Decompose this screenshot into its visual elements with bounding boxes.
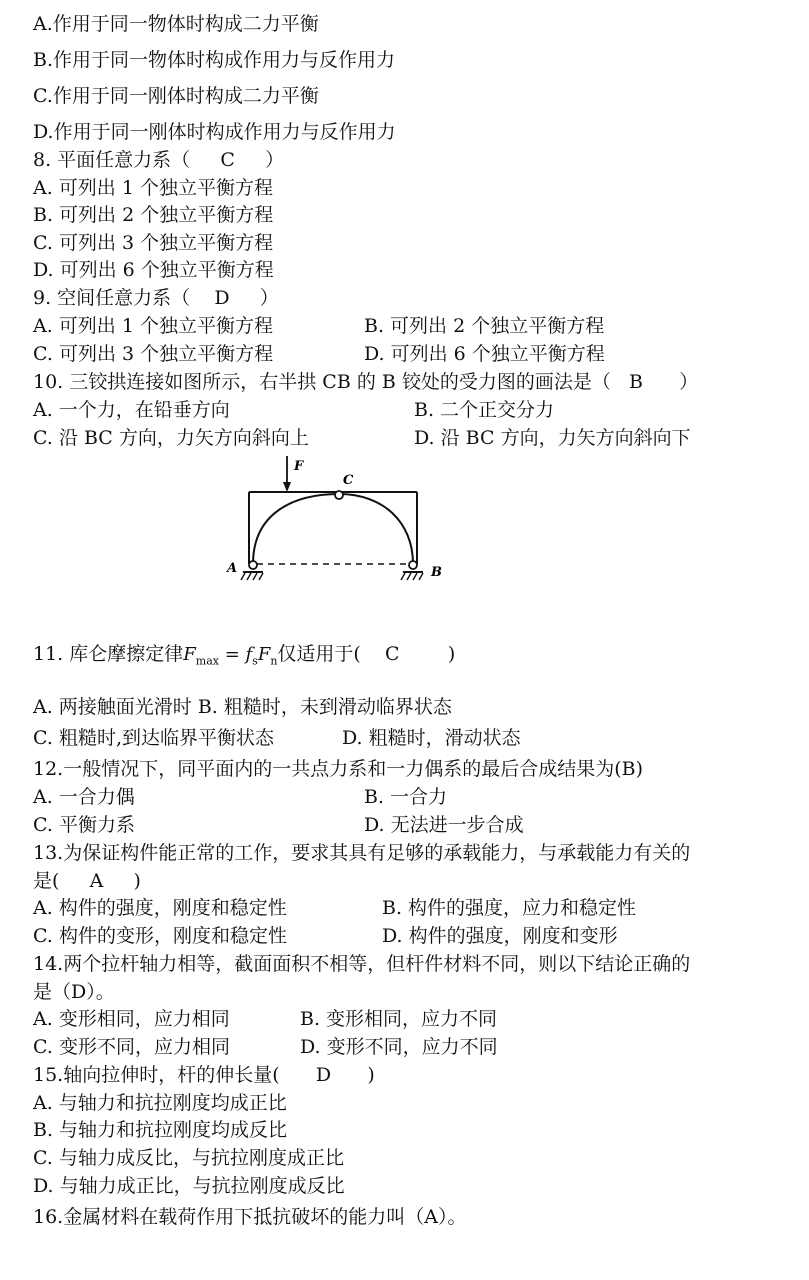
q7-option-b: B.作用于同一物体时构成作用力与反作用力	[33, 49, 396, 71]
q13-stem-line2: 是( A )	[33, 870, 141, 892]
q11-stem	[33, 640, 455, 676]
q10-option-b: B. 二个正交分力	[414, 399, 555, 421]
q15-stem: 15.轴向拉伸时，杆的伸长量( D )	[33, 1064, 375, 1086]
q11-option-a: A. 两接触面光滑时 B. 粗糙时，未到滑动临界状态	[33, 696, 452, 718]
q15-option-c: C. 与轴力成反比，与抗拉刚度成正比	[33, 1147, 344, 1169]
q14-stem-line2: 是（D）。	[33, 981, 115, 1003]
three-hinged-arch-figure	[215, 452, 455, 597]
q15-option-a: A. 与轴力和抗拉刚度均成正比	[33, 1092, 287, 1114]
q7-option-a: A.作用于同一物体时构成二力平衡	[33, 13, 319, 35]
q11-option-c: C. 粗糙时,到达临界平衡状态	[33, 727, 274, 749]
q14-stem-line1: 14.两个拉杆轴力相等，截面面积不相等，但杆件材料不同，则以下结论正确的	[33, 953, 691, 975]
q12-option-d: D. 无法进一步合成	[364, 814, 524, 836]
q7-option-d: D.作用于同一刚体时构成作用力与反作用力	[33, 121, 396, 143]
q14-option-b: B. 变形相同，应力不同	[300, 1008, 498, 1030]
q9-option-c: C. 可列出 3 个独立平衡方程	[33, 343, 274, 365]
q10-option-a: A. 一个力，在铅垂方向	[33, 399, 230, 421]
label-a: A	[227, 561, 238, 576]
formula-lhs: F	[183, 644, 196, 665]
q13-option-b: B. 构件的强度，应力和稳定性	[382, 897, 637, 919]
hinge-a	[249, 561, 257, 569]
q7-option-c: C.作用于同一刚体时构成二力平衡	[33, 85, 319, 107]
q8-option-d: D. 可列出 6 个独立平衡方程	[33, 259, 274, 281]
q10-option-c: C. 沿 BC 方向，力矢方向斜向上	[33, 427, 309, 449]
q15-option-b: B. 与轴力和抗拉刚度均成反比	[33, 1119, 288, 1141]
q13-option-c: C. 构件的变形，刚度和稳定性	[33, 925, 287, 947]
q14-option-c: C. 变形不同，应力相同	[33, 1036, 230, 1058]
formula-fn-sub: n	[270, 654, 278, 668]
q12-option-a: A. 一合力偶	[33, 786, 135, 808]
q13-option-a: A. 构件的强度，刚度和稳定性	[33, 897, 287, 919]
hinge-c	[335, 491, 343, 499]
label-b: B	[431, 565, 442, 580]
formula-fs: f	[245, 644, 253, 665]
arch-curve	[253, 494, 413, 564]
q15-option-d: D. 与轴力成正比，与抗拉刚度成反比	[33, 1175, 345, 1197]
q13-option-d: D. 构件的强度，刚度和变形	[382, 925, 618, 947]
formula-eq: =	[218, 644, 246, 665]
q9-option-b: B. 可列出 2 个独立平衡方程	[364, 315, 605, 337]
q12-option-c: C. 平衡力系	[33, 814, 135, 836]
q16-stem: 16.金属材料在载荷作用下抵抗破坏的能力叫（A）。	[33, 1206, 467, 1228]
q8-option-a: A. 可列出 1 个独立平衡方程	[33, 177, 273, 199]
q11-prefix: 11. 库仑摩擦定律	[33, 643, 184, 665]
hinge-b	[409, 561, 417, 569]
q9-option-a: A. 可列出 1 个独立平衡方程	[33, 315, 273, 337]
formula-fn: F	[257, 644, 271, 665]
q11-suffix: 仅适用于( C )	[277, 643, 456, 665]
coulomb-formula	[183, 644, 278, 668]
q9-option-d: D. 可列出 6 个独立平衡方程	[364, 343, 605, 365]
q14-option-d: D. 变形不同，应力不同	[300, 1036, 498, 1058]
label-c: C	[343, 473, 354, 488]
q8-option-c: C. 可列出 3 个独立平衡方程	[33, 232, 274, 254]
q8-stem: 8. 平面任意力系（ C ）	[33, 149, 285, 171]
q11-option-d: D. 粗糙时，滑动状态	[342, 727, 521, 749]
formula-lhs-sub: max	[195, 654, 219, 668]
q14-option-a: A. 变形相同，应力相同	[33, 1008, 230, 1030]
load-arrowhead	[283, 482, 291, 492]
q9-stem: 9. 空间任意力系（ D ）	[33, 287, 279, 309]
q13-stem-line1: 13.为保证构件能正常的工作，要求其具有足够的承载能力，与承载能力有关的	[33, 842, 691, 864]
q12-option-b: B. 一合力	[364, 786, 448, 808]
label-f: F	[294, 459, 304, 474]
q12-stem: 12.一般情况下，同平面内的一共点力系和一力偶系的最后合成结果为(B)	[33, 758, 644, 780]
q10-stem: 10. 三铰拱连接如图所示，右半拱 CB 的 B 铰处的受力图的画法是（ B ）	[33, 371, 699, 393]
q8-option-b: B. 可列出 2 个独立平衡方程	[33, 204, 274, 226]
formula-fs-sub: s	[252, 654, 258, 668]
q10-option-d: D. 沿 BC 方向，力矢方向斜向下	[414, 427, 691, 449]
